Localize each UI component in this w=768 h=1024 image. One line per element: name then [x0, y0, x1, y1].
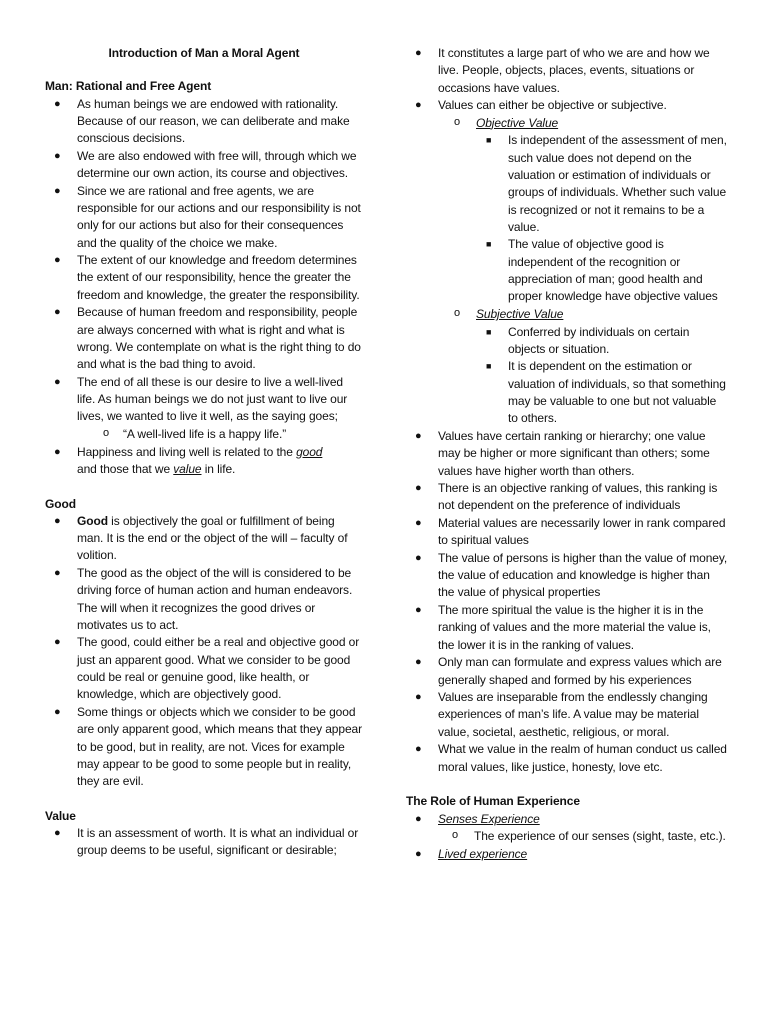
bullet-icon: ● — [54, 636, 61, 649]
bullet-icon: ● — [54, 827, 61, 840]
square-bullet-icon: ■ — [486, 326, 492, 337]
list-item: ● Values are inseparable from the endlessly changing experiences of man’s life. A value may be material value, societal, aesthetic, religious, or moral. — [415, 690, 708, 739]
value-list — [45, 825, 363, 860]
bullet-icon: ● — [54, 306, 61, 319]
bullet-icon: ● — [415, 604, 422, 617]
list-item: ● The end of all these is our desire to live a well-lived life. As human beings we do not just want to live our lives, we wanted to live it well, as the saying goes; — [54, 374, 348, 424]
bullet-icon: ● — [54, 705, 61, 718]
bullet-icon: ● — [54, 445, 61, 458]
bullet-icon: ● — [54, 97, 61, 110]
bullet-icon: ● — [415, 691, 422, 704]
emphasis-value: value — [173, 461, 202, 476]
list-item: ● Since we are rational and free agents, we are responsible for our actions and our responsibility is not only for our actions but also for their consequences and the quality of the choice we make. — [54, 183, 361, 250]
list-item: ● The more spiritual the value is the higher it is in the ranking of values and the more material the value is, the lower it is in the ranking of values. — [415, 603, 711, 652]
bullet-icon: ● — [415, 47, 422, 59]
right-column — [406, 45, 728, 863]
bullet-icon: ● — [415, 847, 422, 860]
bullet-icon: ● — [415, 99, 422, 112]
bullet-icon: ● — [54, 149, 61, 162]
bullet-icon: ● — [54, 514, 61, 527]
bullet-icon: ● — [415, 656, 422, 669]
list-item: ■ Is independent of the assessment of men, such value does not depend on the valuation or estimation of individuals or groups of individuals. Whether such value is recognized or not it remains to be a value. — [486, 133, 727, 234]
list-item: ● Lived experience — [406, 846, 728, 863]
list-item: ■ Conferred by individuals on certain objects or situation. — [486, 324, 690, 356]
square-bullet-icon: ■ — [486, 135, 492, 146]
list-item: ● Only man can formulate and express values which are generally shaped and formed by his experiences — [415, 655, 722, 687]
list-item: ● The good, could either be a real and objective good or just an apparent good. What we consider to be good could be real or genuine good, like health, or knowledge, which are objectively good. — [54, 635, 360, 702]
bullet-icon: ● — [415, 551, 422, 564]
list-item: ● The good as the object of the will is considered to be driving force of human action and human endeavors. The will when it recognizes the good drives or motivates us to act. — [54, 565, 353, 632]
section-heading-value: Value — [45, 808, 76, 823]
list-item: ● It constitutes a large part of who we are and how we live. People, objects, places, events, situations or occasions have values. — [415, 46, 710, 95]
sublist-heading-objective: o Objective Value — [454, 115, 559, 130]
list-item: ● Because of human freedom and responsibility, people are always concerned with what is right and what is wrong. We contemplate on what is the right thing to do and what is the bad thing to avoid. — [54, 305, 361, 372]
bullet-icon: ● — [54, 184, 61, 197]
list-item: o The experience of our senses (sight, taste, etc.). — [452, 829, 726, 844]
emphasis-good: good — [296, 444, 323, 459]
bullet-icon: ● — [415, 812, 422, 825]
list-item: ● The value of persons is higher than the value of money, the value of education and knowledge is higher than the value of physical properties — [415, 550, 728, 600]
quote-item: o “A well-lived life is a happy life.” — [103, 427, 287, 442]
circle-bullet-icon: o — [452, 829, 459, 842]
bullet-icon: ● — [415, 743, 422, 756]
square-bullet-icon: ■ — [486, 239, 492, 250]
bullet-icon: ● — [54, 254, 61, 267]
list-item: ● Good is objectively the goal or fulfillment of being man. It is the end or the object of the will – faculty of volition. — [54, 513, 348, 563]
circle-bullet-icon: o — [454, 306, 461, 319]
square-bullet-icon: ■ — [486, 361, 492, 372]
list-item: ● Happiness and living well is related to the good and those that we value in life. — [54, 444, 323, 476]
list-item: ● Values can either be objective or subjective. — [406, 97, 728, 114]
experience-list — [406, 811, 728, 863]
value-continued-list — [406, 45, 728, 776]
list-item: ■ The value of objective good is independent of the recognition or appreciation of man; good health and proper knowledge have objective values — [486, 237, 718, 304]
bullet-icon: ● — [415, 429, 422, 442]
bullet-icon: ● — [54, 375, 61, 388]
list-item: ● What we value in the realm of human conduct us called moral values, like justice, honesty, love etc. — [415, 742, 727, 774]
list-item: ● Values have certain ranking or hierarchy; one value may be higher or more significant than others; some values have higher worth than others. — [415, 428, 710, 478]
bullet-icon: ● — [415, 516, 422, 529]
section-heading-experience: The Role of Human Experience — [406, 794, 580, 809]
list-item: ● It is an assessment of worth. It is what an individual or group deems to be useful, significant or desirable; — [54, 826, 359, 858]
list-item: ● As human beings we are endowed with rationality. Because of our reason, we can deliberate and make conscious decisions. — [54, 96, 350, 146]
bullet-icon: ● — [54, 566, 61, 579]
left-column — [45, 45, 363, 860]
man-list — [45, 96, 363, 479]
circle-bullet-icon: o — [454, 115, 461, 128]
circle-bullet-icon: o — [103, 427, 110, 440]
list-item: ● Material values are necessarily lower in rank compared to spiritual values — [415, 515, 726, 548]
document-title: Introduction of Man a Moral Agent — [108, 46, 300, 60]
sublist-heading-subjective: o Subjective Value — [454, 306, 564, 321]
list-item: ● There is an objective ranking of values, this ranking is not dependent on the preference of individuals — [415, 481, 718, 513]
section-heading-man: Man: Rational and Free Agent — [45, 79, 212, 94]
good-list — [45, 513, 363, 791]
list-item: ● Senses Experience — [406, 811, 728, 828]
bullet-icon: ● — [415, 482, 422, 495]
list-item: ● Some things or objects which we consider to be good are only apparent good, which means that they appear to be good, but in reality, are not. Vices for example may appear to be good to some people but in reality, they are evil. — [54, 704, 362, 789]
list-item: ■ It is dependent on the estimation or valuation of individuals, so that something may be valuable to one but not valuable to others. — [486, 359, 726, 426]
list-item: ● We are also endowed with free will, through which we determine our own action, its course and objectives. — [54, 148, 357, 181]
list-item: ● The extent of our knowledge and freedom determines the extent of our responsibility, hence the greater the freedom and knowledge, the greater the responsibility. — [54, 253, 360, 302]
section-heading-good: Good — [45, 496, 76, 511]
